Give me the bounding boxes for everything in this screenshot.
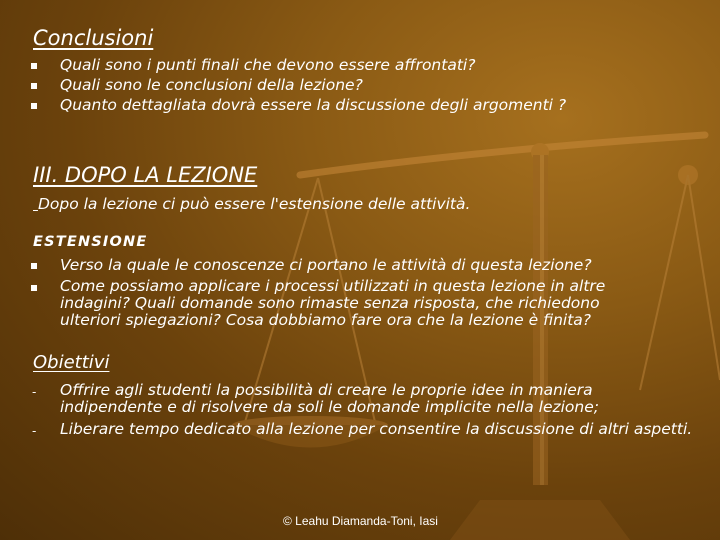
conclusioni-heading: Conclusioni bbox=[33, 26, 154, 50]
conclusioni-item: Quali sono i punti finali che devono essere affrontati? bbox=[60, 56, 476, 74]
estensione-item-line: indagini? Quali domande sono rimaste senza risposta, che richiedono bbox=[60, 294, 600, 312]
obiettivi-item-line: indipendente e di risolvere da soli le domande implicite nella lezione; bbox=[60, 398, 599, 416]
conclusioni-item: Quanto dettagliata dovrà essere la discussione degli argomenti ? bbox=[60, 96, 567, 114]
dopo-intro-text: Dopo la lezione ci può essere l'estensione delle attività. bbox=[37, 195, 471, 213]
obiettivi-item: Liberare tempo dedicato alla lezione per consentire la discussione di altri aspetti. bbox=[60, 420, 693, 438]
dash-icon: - bbox=[32, 385, 37, 399]
bullet-icon bbox=[31, 83, 37, 89]
estensione-item-line: ulteriori spiegazioni? Cosa dobbiamo fare ora che la lezione è finita? bbox=[60, 311, 592, 329]
bullet-icon bbox=[31, 263, 37, 269]
estensione-heading: ESTENSIONE bbox=[33, 234, 148, 250]
dash-icon: - bbox=[32, 424, 37, 438]
conclusioni-item: Quali sono le conclusioni della lezione? bbox=[60, 76, 363, 94]
bullet-icon bbox=[31, 285, 37, 291]
bullet-icon bbox=[31, 103, 37, 109]
dopo-intro bbox=[33, 196, 470, 212]
obiettivi-item-line: Offrire agli studenti la possibilità di creare le proprie idee in maniera bbox=[60, 381, 593, 399]
bullet-icon bbox=[31, 63, 37, 69]
estensione-item-line: Come possiamo applicare i processi utilizzati in questa lezione in altre bbox=[60, 277, 606, 295]
dopo-heading: III. DOPO LA LEZIONE bbox=[33, 163, 258, 187]
obiettivi-heading: Obiettivi bbox=[33, 352, 110, 373]
estensione-item: Verso la quale le conoscenze ci portano le attività di questa lezione? bbox=[60, 256, 592, 274]
footer-credit: © Leahu Diamanda-Toni, Iasi bbox=[283, 514, 438, 528]
